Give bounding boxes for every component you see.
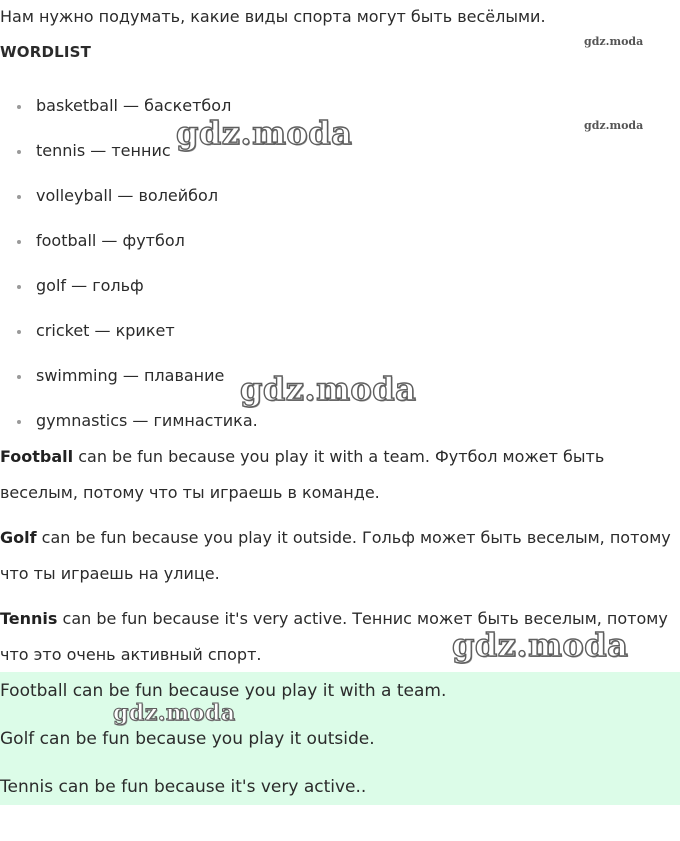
intro-text: Нам нужно подумать, какие виды спорта могут быть весёлыми. (0, 7, 546, 26)
bullet-icon (17, 240, 21, 244)
list-item-text: basketball — баскетбол (36, 96, 232, 115)
paragraph-text: can be fun because you play it outside. Гольф может быть веселым, потому что ты играешь на улице. (0, 528, 671, 583)
paragraph-football (0, 439, 672, 511)
paragraph-golf (0, 520, 672, 592)
list-item (0, 365, 258, 410)
watermark: gdz.moda (584, 119, 644, 132)
list-item-text: swimming — плавание (36, 366, 225, 385)
paragraph-keyword: Golf (0, 528, 37, 547)
list-item-text: tennis — теннис (36, 141, 171, 160)
list-item-text: gymnastics — гимнастика. (36, 411, 258, 430)
list-item-text: cricket — крикет (36, 321, 175, 340)
paragraph-keyword: Tennis (0, 609, 58, 628)
answer-line: Golf can be fun because you play it outside. (0, 729, 375, 749)
paragraph-text: can be fun because it's very active. Теннис может быть веселым, потому что это очень активный спорт. (0, 609, 668, 664)
watermark: gdz.moda (113, 700, 236, 726)
list-item (0, 185, 258, 230)
answer-line: Tennis can be fun because it's very active.. (0, 777, 367, 797)
paragraph-keyword: Football (0, 447, 74, 466)
watermark: gdz.moda (240, 370, 417, 408)
paragraph-text: can be fun because you play it with a team. Футбол может быть веселым, потому что ты играешь в команде. (0, 447, 605, 502)
bullet-icon (17, 375, 21, 379)
bullet-icon (17, 330, 21, 334)
bullet-icon (17, 285, 21, 289)
list-item (0, 230, 258, 275)
list-item-text: volleyball — волейбол (36, 186, 219, 205)
list-item-text: golf — гольф (36, 276, 144, 295)
list-item (0, 320, 258, 365)
wordlist-heading: WORDLIST (0, 43, 92, 61)
watermark: gdz.moda (452, 626, 629, 664)
list-item-text: football — футбол (36, 231, 185, 250)
bullet-icon (17, 195, 21, 199)
bullet-icon (17, 150, 21, 154)
answer-line: Football can be fun because you play it with a team. (0, 681, 447, 701)
watermark: gdz.moda (584, 35, 644, 48)
watermark: gdz.moda (176, 114, 353, 152)
list-item (0, 275, 258, 320)
bullet-icon (17, 420, 21, 424)
bullet-icon (17, 105, 21, 109)
